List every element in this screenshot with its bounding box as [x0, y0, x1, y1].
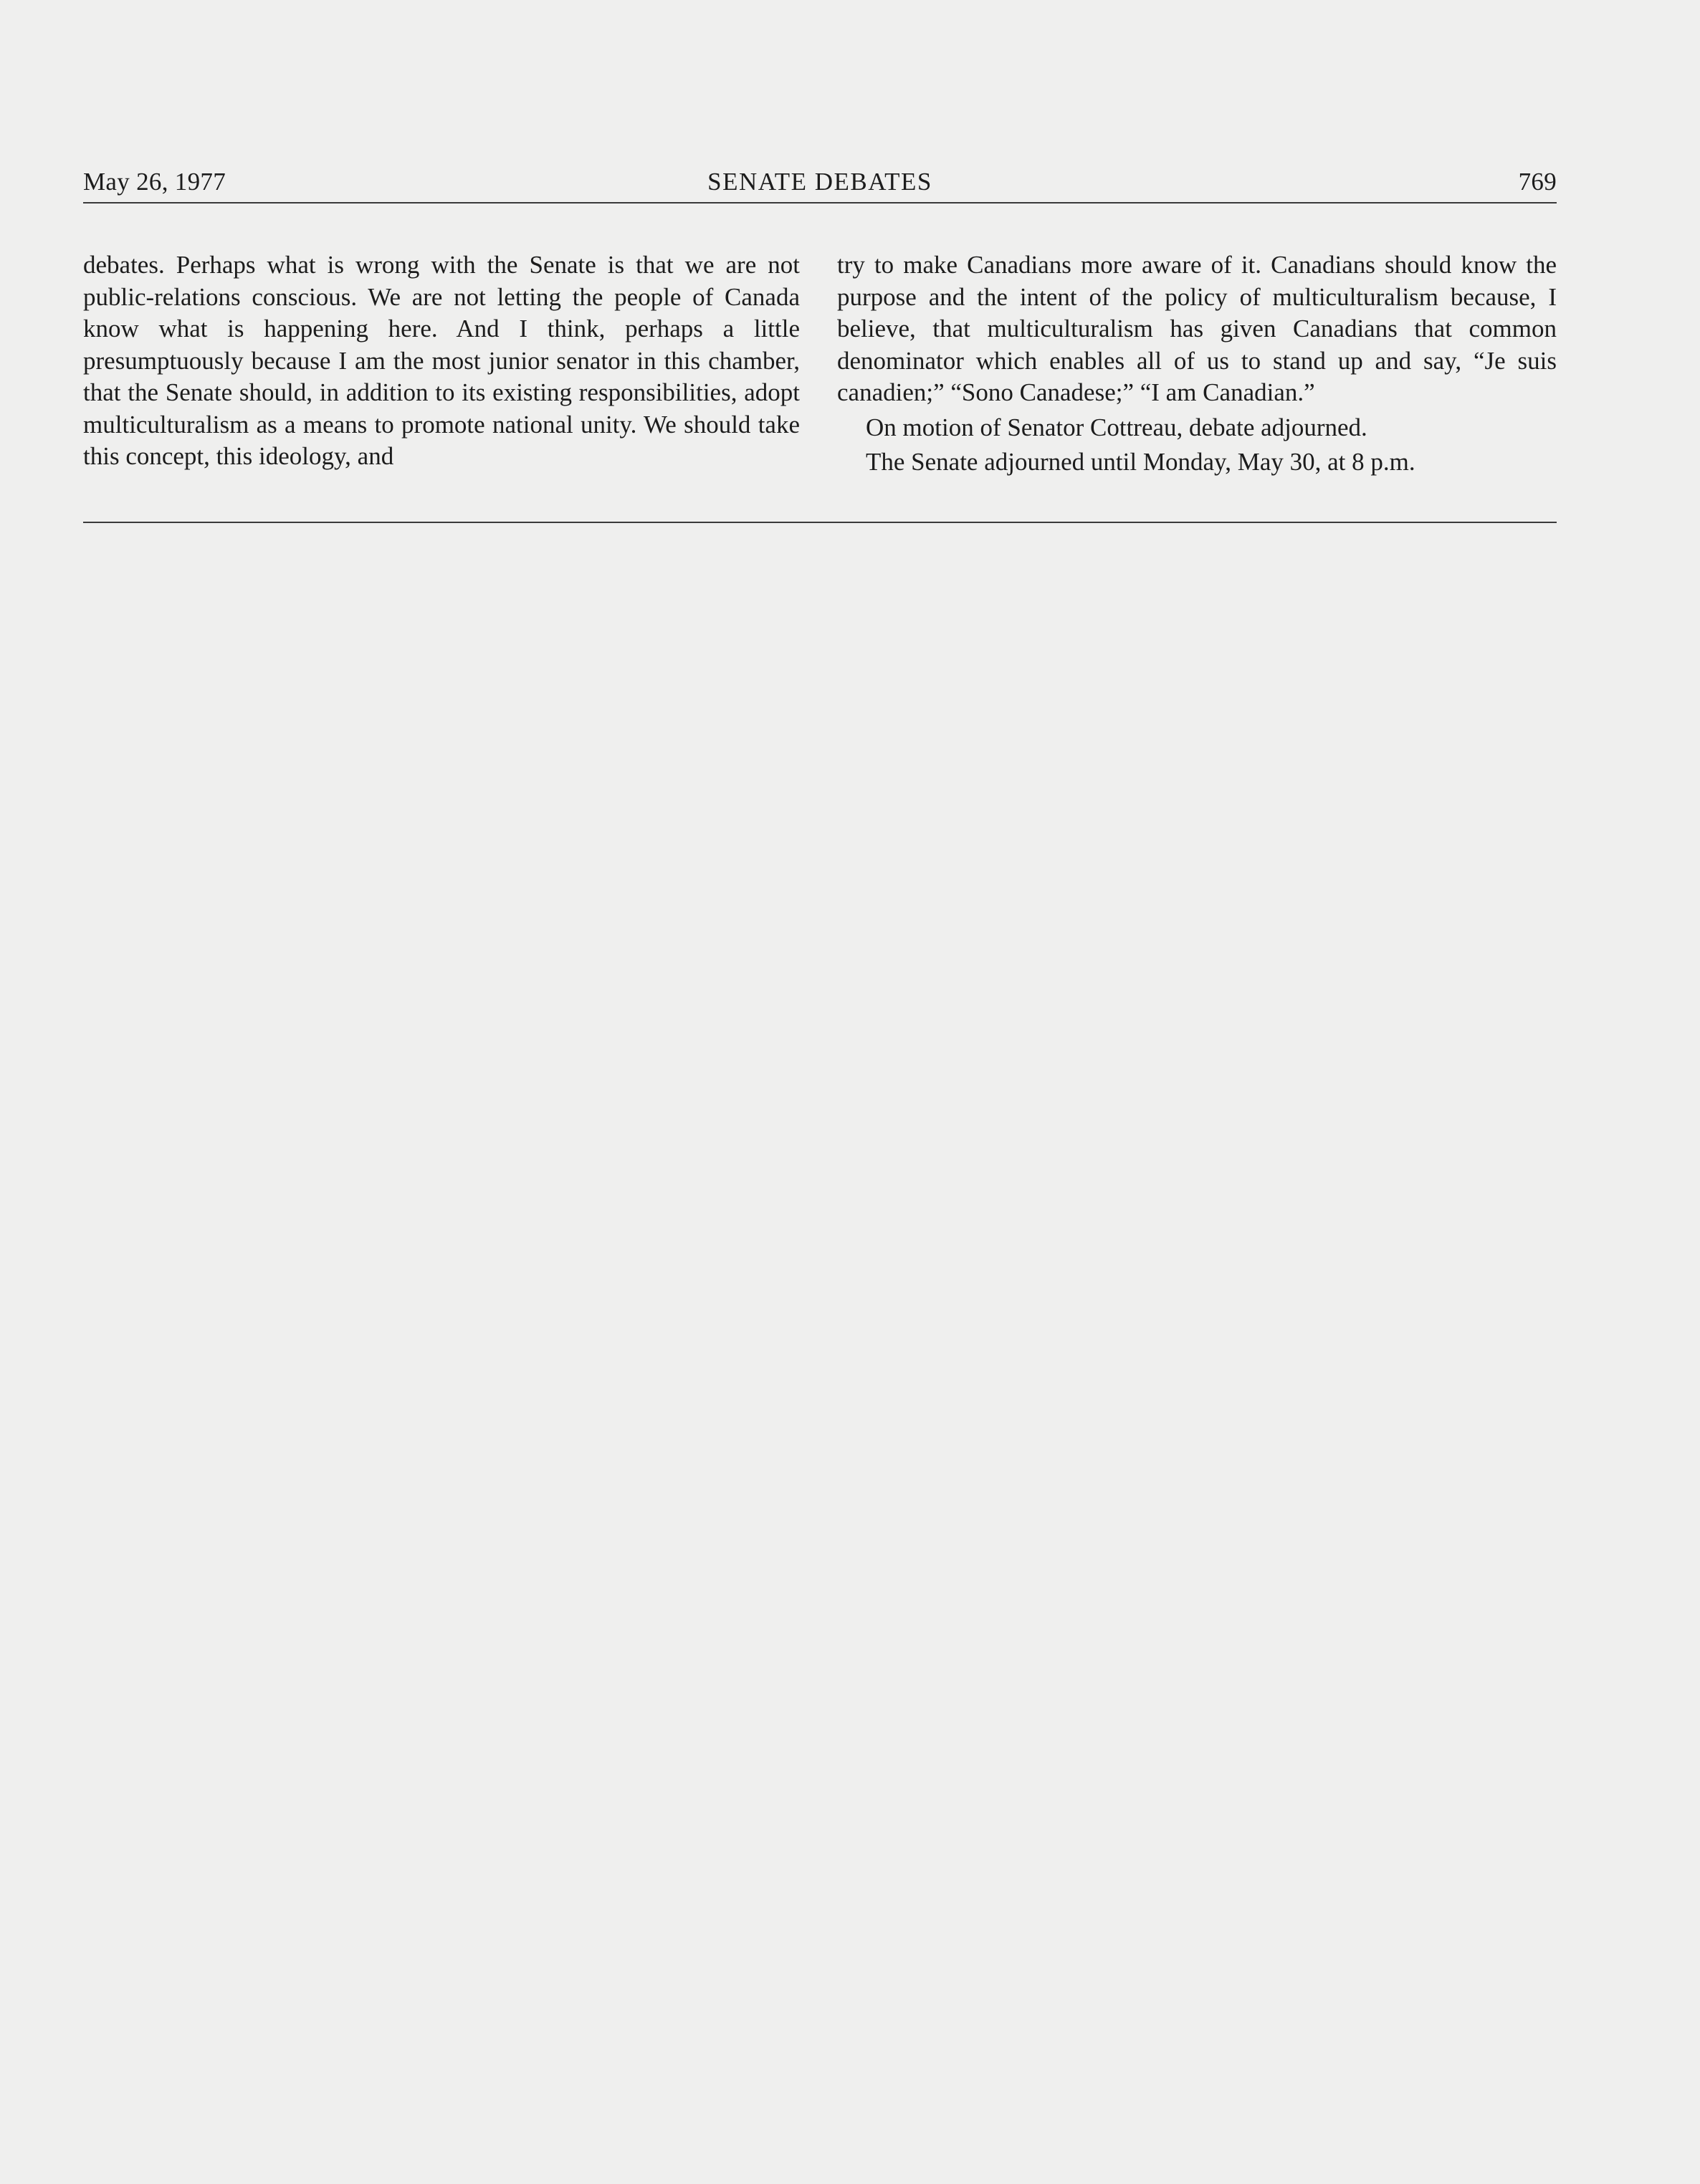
adjournment-text: The Senate adjourned until Monday, May 30, at 8 p.m.	[866, 448, 1415, 476]
motion-text: On motion of Senator Cottreau, debate adjourned.	[866, 413, 1367, 441]
right-column	[837, 249, 1557, 479]
left-column	[83, 249, 800, 473]
closing-rule	[83, 522, 1557, 523]
left-column-text: debates. Perhaps what is wrong with the Senate is that we are not public-relations conscious. We are not letting the people of Canada know what is happening here. And I think, perhaps a little presumptuously because I am the most junior senator in this chamber, that the Senate should, in addition to its existing responsibilities, adopt multiculturalism as a means to promote national unity. We should take this concept, this ideology, and	[83, 251, 800, 470]
header-title: SENATE DEBATES	[707, 168, 932, 196]
page-number: 769	[1518, 168, 1557, 196]
right-column-text: try to make Canadians more aware of it. Canadians should know the purpose and the intent of the policy of multiculturalism because, I believe, that multiculturalism has given Canadians that common denominator which enables all of us to stand up and say, “Je suis canadien;” “Sono Canadese;” “I am Canadian.”	[837, 251, 1557, 406]
header-date: May 26, 1977	[83, 168, 226, 196]
running-header	[83, 166, 1557, 203]
